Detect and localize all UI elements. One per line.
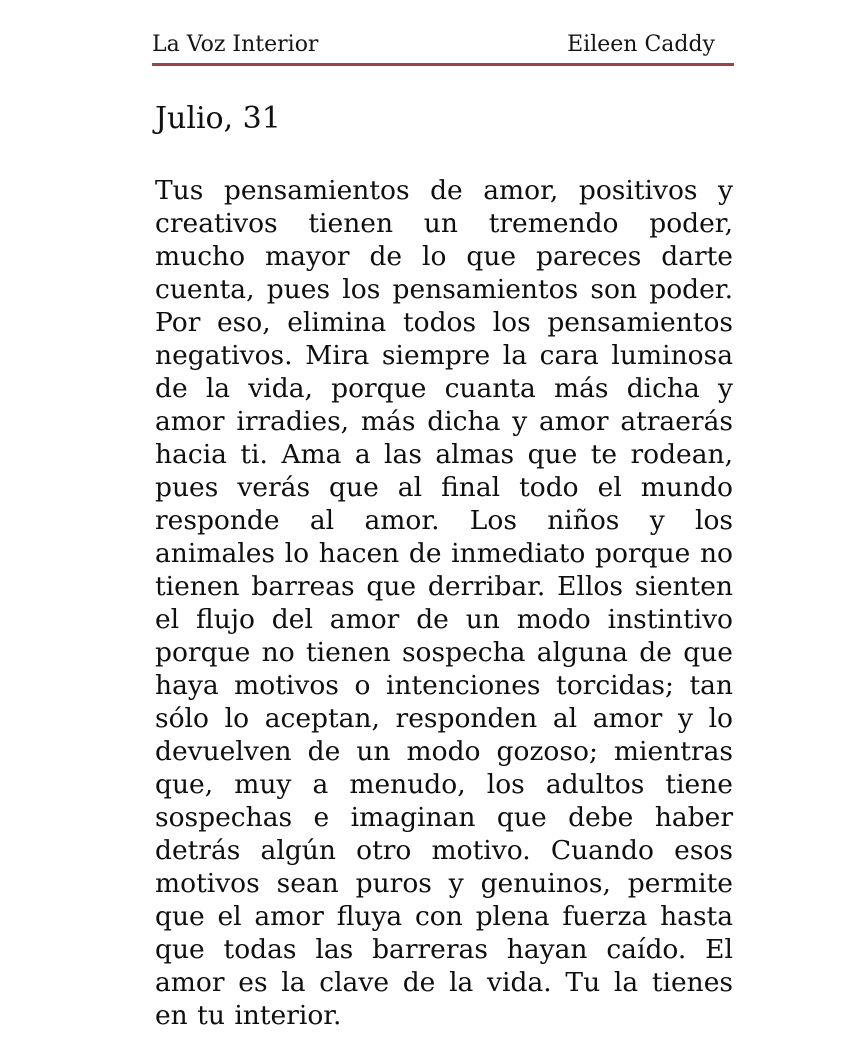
page-content [155, 102, 733, 1032]
body-paragraph: Tus pensamientos de amor, positivos y creativos tienen un tremendo poder, mucho mayor de lo que pareces darte cuenta, pues los pensamientos son poder. Por eso, elimina todos los pensamientos negativos. Mira siempre la cara luminosa de la vida, porque cuanta más dicha y amor irradies, más dicha y amor atraerás hacia ti. Ama a las almas que te rodean, pues verás que al final todo el mundo responde al amor. Los niños y los animales lo hacen de inmediato porque no tienen barreas que derribar. Ellos sienten el flujo del amor de un modo instintivo porque no tienen sospecha alguna de que haya motivos o intenciones torcidas; tan sólo lo aceptan, responden al amor y lo devuelven de un modo gozoso; mientras que, muy a menudo, los adultos tiene sospechas e imaginan que debe haber detrás algún otro motivo. Cuando esos motivos sean puros y genuinos, permite que el amor fluya con plena fuerza hasta que todas las barreras hayan caído. El amor es la clave de la vida. Tu la tienes en tu interior. [155, 175, 733, 1031]
page-header [152, 32, 734, 66]
book-title: La Voz Interior [152, 32, 319, 57]
author-name: Eileen Caddy [567, 32, 715, 57]
date-heading: Julio, 31 [155, 101, 281, 136]
